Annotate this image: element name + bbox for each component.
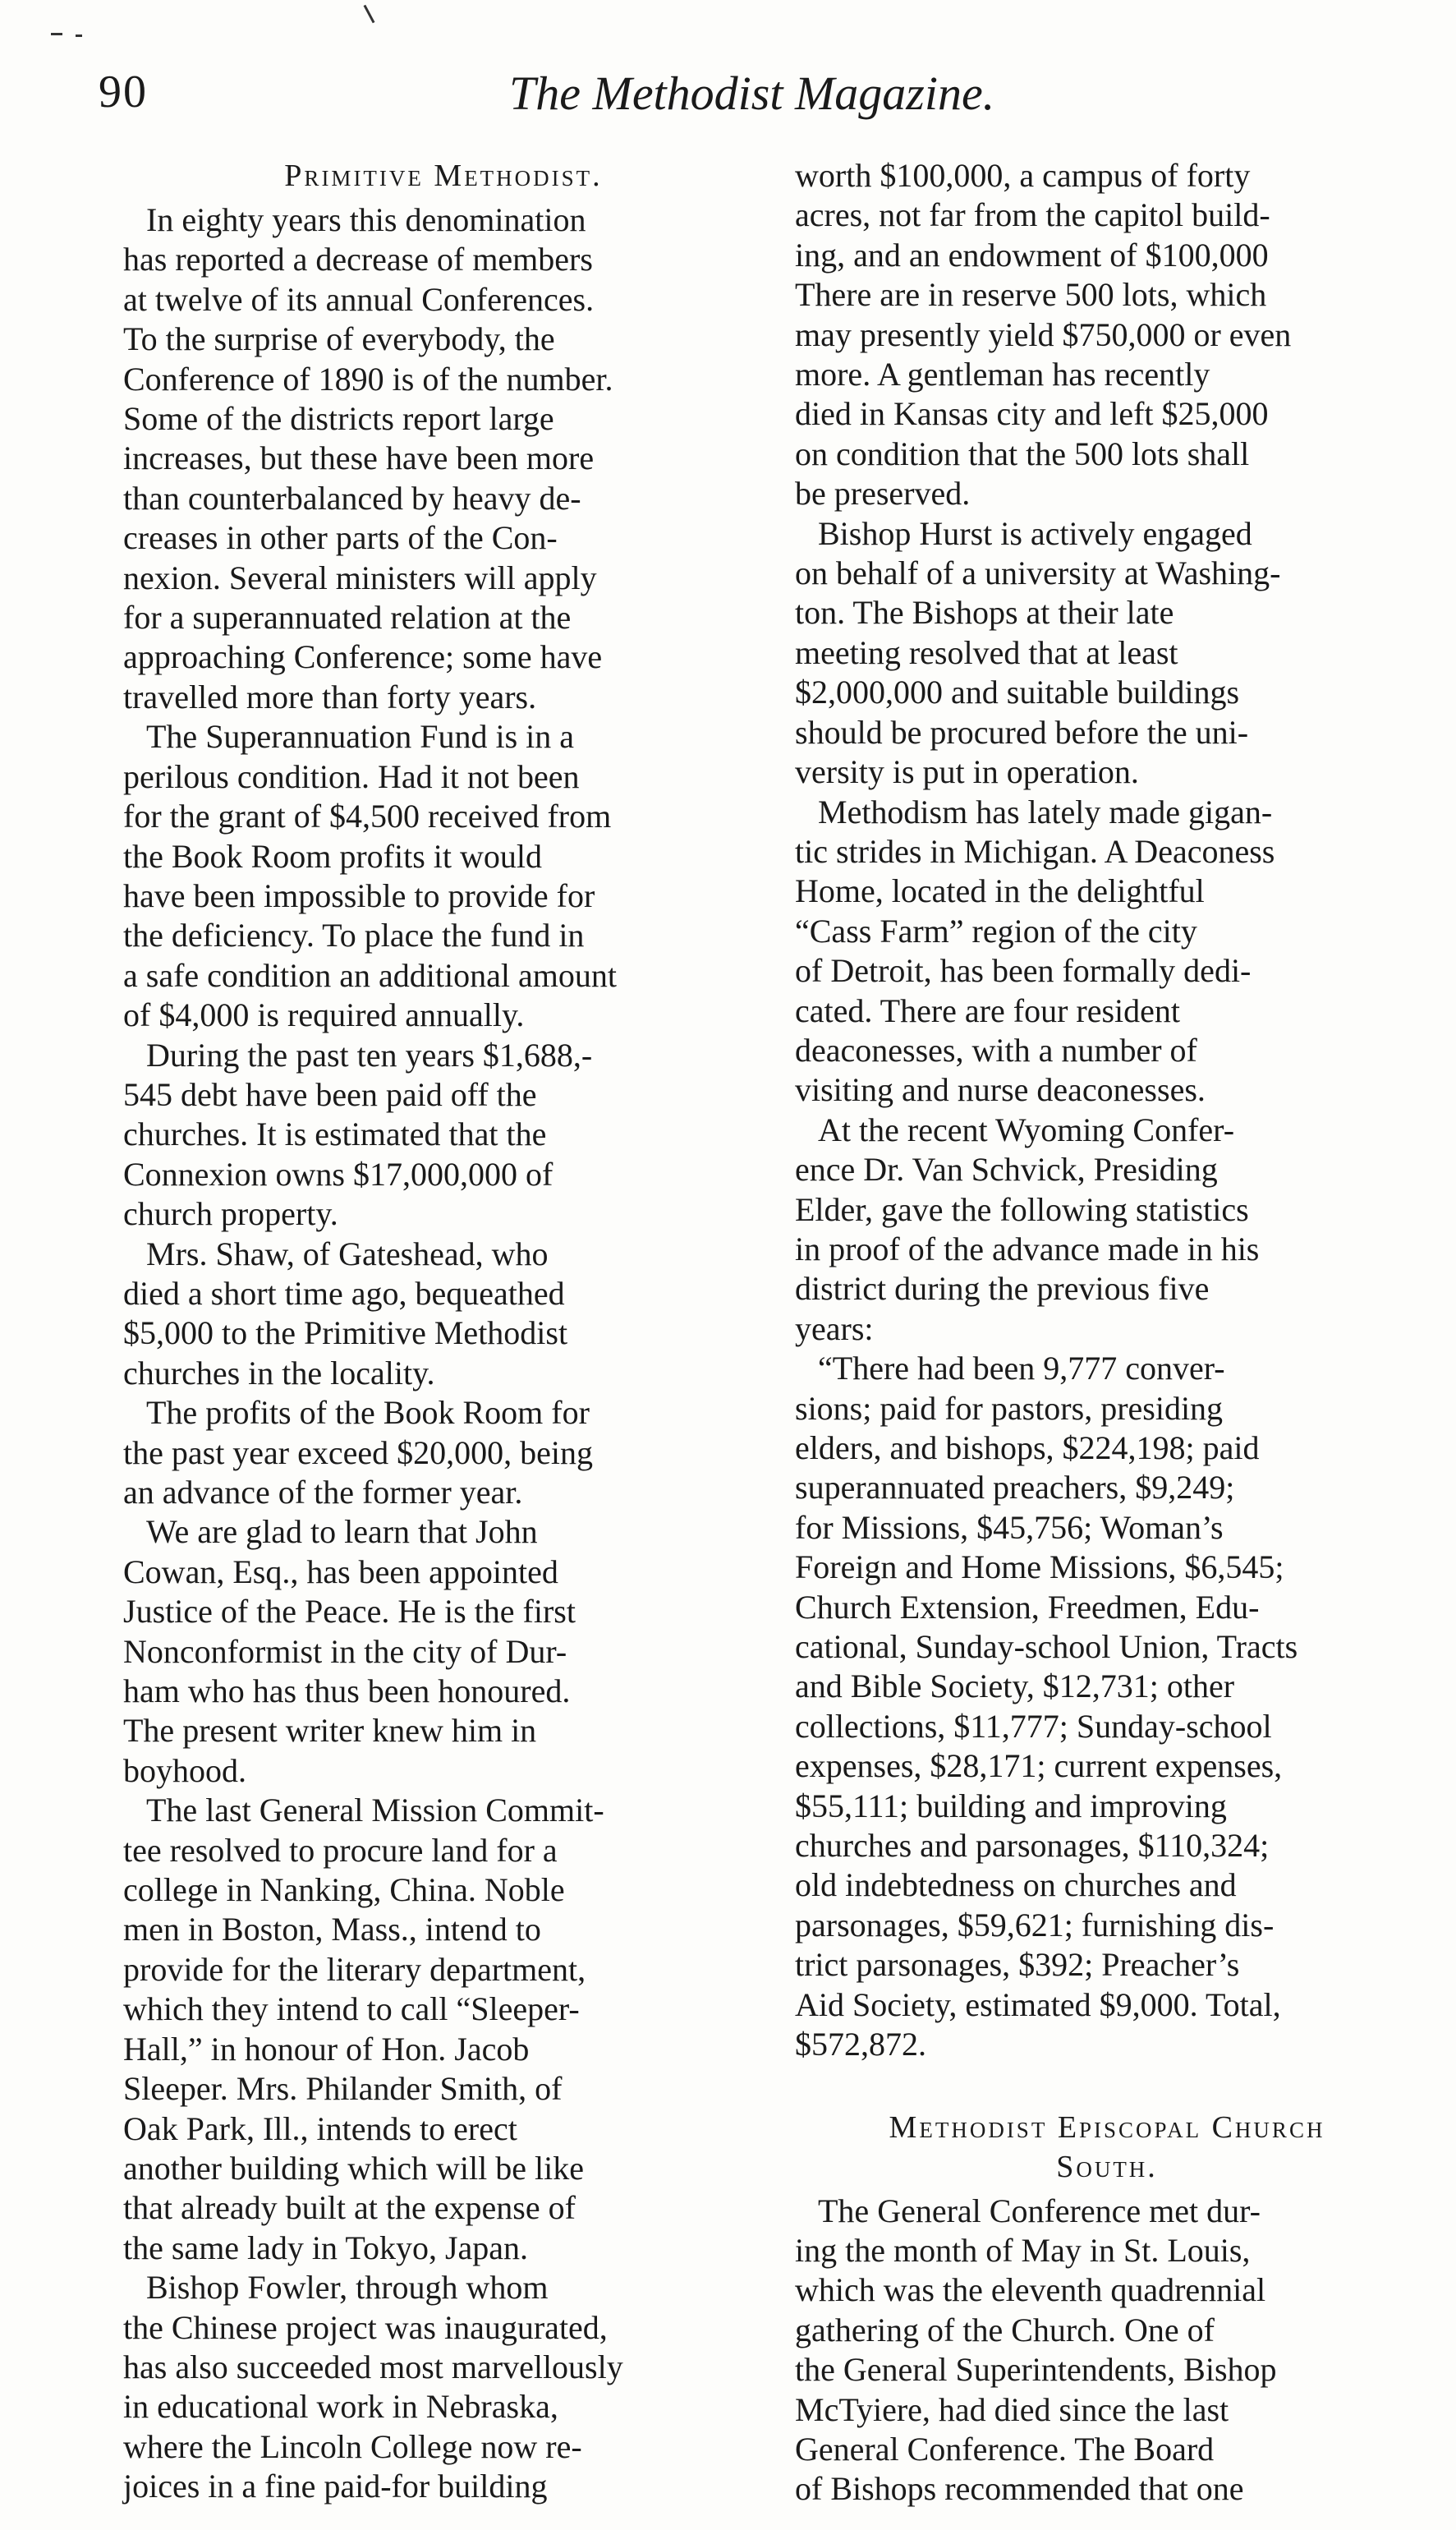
paragraph: During the past ten years $1,688,- 545 debt have been paid off the churches. It is estimated that the Connexion owns $17,000,000 of church property. — [123, 1036, 593, 1233]
paragraph: worth $100,000, a campus of forty acres, not far from the capitol build- ing, and an endowment of $100,000 There are in reserve 500 lots, which may presently yield $750,000 or even more. A gentleman has recently died in Kansas city and left $25,000 on condition that the 500 lots shall be preserved. — [795, 157, 1292, 513]
section-heading-methodist-episcopal-church-south: Methodist Episcopal Church South. — [889, 2109, 1325, 2184]
quoted-statistics: “There had been 9,777 conver- sions; paid for pastors, presiding elders, and bishops, $224,198; paid superannuated preachers, $9,249; for Missions, $45,756; Woman’s Foreign and Home Missions, $6,545; Church Extension, Freedmen, Edu- cational, Sunday-school Union, Tracts and Bible Society, $12,731; other collections, $11,777; Sunday-school expenses, $28,171; current expenses, $55,111; building and improving churches and parsonages, $110,324; old indebtedness on churches and parsonages, $59,621; furnishing dis- trict parsonages, $392; Preacher’s Aid Society, estimated $9,000. Total, $572,872. — [795, 1350, 1298, 2063]
paragraph: We are glad to learn that John Cowan, Esq., has been appointed Justice of the Peace. He is the first Nonconformist in the city of Dur- ham who has thus been honoured. The present writer knew him in boyhood. — [123, 1513, 576, 1789]
scan-mark — [76, 34, 82, 37]
paragraph: The General Conference met dur- ing the month of May in St. Louis, which was the eleventh quadrennial gathering of the Church. One of the General Superintendents, Bishop McTyiere, had died since the last General Conference. The Board of Bishops recommended that one — [795, 2192, 1277, 2508]
left-column — [123, 156, 764, 2507]
section-spacer — [795, 2065, 1419, 2108]
scan-mark — [364, 5, 375, 24]
paragraph: Bishop Fowler, through whom the Chinese project was inaugurated, has also succeeded most marvellously in educational work in Nebraska, where the Lincoln College now re- joices in a fine paid-for building — [123, 2269, 623, 2505]
page-number: 90 — [99, 67, 148, 117]
scan-mark — [51, 33, 62, 35]
paragraph: The profits of the Book Room for the past year exceed $20,000, being an advance of the former year. — [123, 1394, 594, 1511]
paragraph: The Superannuation Fund is in a perilous condition. Had it not been for the grant of $4,500 received from the Book Room profits it would have been impossible to provide for the deficiency. To place the fund in a safe condition an additional amount of $4,000 is required annually. — [123, 718, 617, 1034]
paragraph: The last General Mission Commit- tee resolved to procure land for a college in Nanking, China. Noble men in Boston, Mass., intend to provide for the literary department, which they intend to call “Sleeper- Hall,” in honour of Hon. Jacob Sleeper. Mrs. Philander Smith, of Oak Park, Ill., intends to erect another building which will be like that already built at the expense of the same lady in Tokyo, Japan. — [123, 1792, 604, 2266]
page-header — [99, 66, 1412, 131]
running-title: The Methodist Magazine. — [509, 67, 995, 120]
section-heading-primitive-methodist: Primitive Methodist. — [284, 159, 603, 193]
paragraph: Mrs. Shaw, of Gateshead, who died a short time ago, bequeathed $5,000 to the Primitive Methodist churches in the locality. — [123, 1235, 568, 1392]
right-column — [795, 156, 1419, 2509]
paragraph: At the recent Wyoming Confer- ence Dr. Van Schvick, Presiding Elder, gave the following statistics in proof of the advance made in his district during the previous five years: — [795, 1111, 1260, 1347]
paragraph: Methodism has lately made gigan- tic strides in Michigan. A Deaconess Home, located in the delightful “Cass Farm” region of the city of Detroit, has been formally dedi- cated. There are four resident deaconesses, with a number of visiting and nurse deaconesses. — [795, 793, 1275, 1109]
paragraph: In eighty years this denomination has reported a decrease of members at twelve of its annual Conferences. To the surprise of everybody, the Conference of 1890 is of the number. Some of the districts report large increases, but these have been more than counterbalanced by heavy de- creases in other parts of the Con- nexion. Several ministers will apply for a superannuated relation at the approaching Conference; some have travelled more than forty years. — [123, 201, 613, 715]
paragraph: Bishop Hurst is actively engaged on behalf of a university at Washing- ton. The Bishops at their late meeting resolved that at least $2,000,000 and suitable buildings should be procured before the uni- versity is put in operation. — [795, 514, 1281, 791]
